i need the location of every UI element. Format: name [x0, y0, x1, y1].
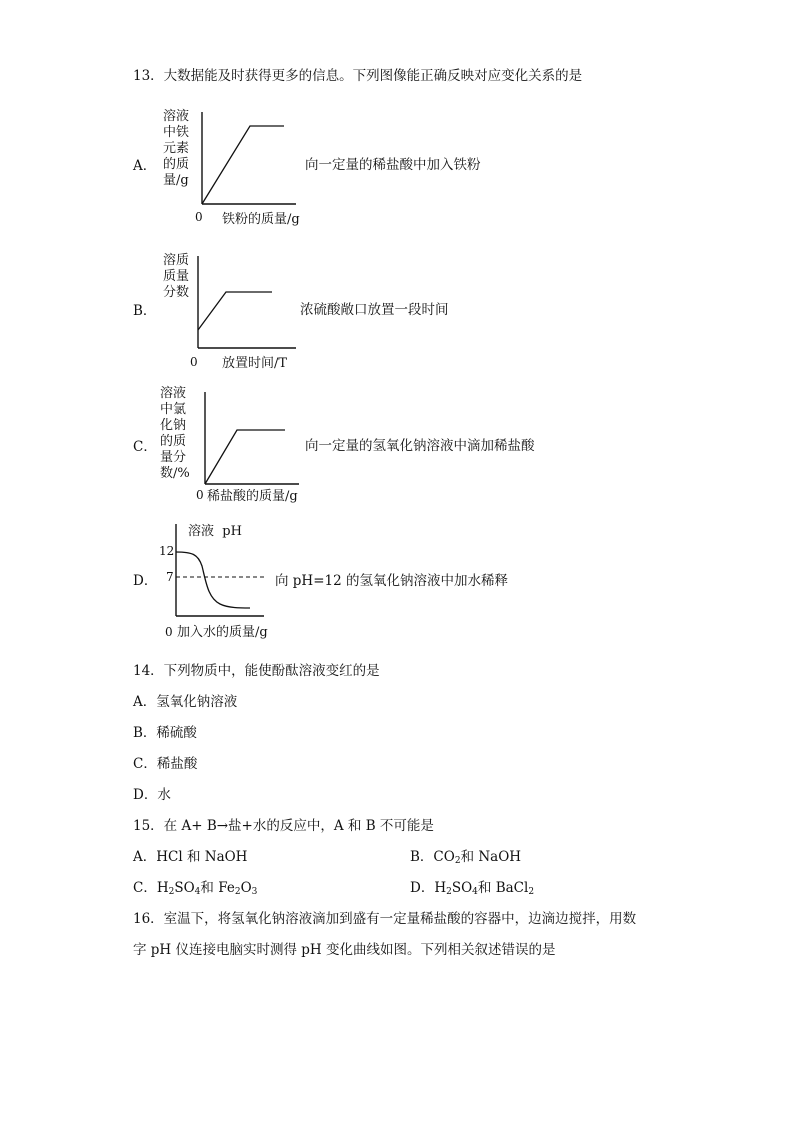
q13-b-xlabel: 放置时间/T — [222, 356, 288, 371]
q14-option-a: A．氢氧化钠溶液 — [133, 694, 238, 710]
q13-a-ylabel: 溶液 中铁 元素 的质 量/g — [163, 109, 190, 188]
q13-d-tick-7: 7 — [166, 570, 174, 584]
q13-a-graph — [190, 106, 300, 210]
q13-option-b-letter: B． — [133, 303, 157, 319]
ph-curve — [176, 552, 250, 608]
q13-a-origin: 0 — [195, 210, 203, 224]
q15-option-a: A．HCl 和 NaOH — [133, 849, 248, 865]
curve-line — [198, 292, 272, 330]
q13-option-d-letter: D． — [133, 573, 158, 589]
q14-option-c: C．稀盐酸 — [133, 756, 198, 772]
q13-c-desc: 向一定量的氢氧化钠溶液中滴加稀盐酸 — [305, 438, 535, 454]
q15-option-b: B．$CO_2$和 NaOH — [410, 849, 522, 866]
q13-b-origin: 0 — [190, 355, 198, 369]
q13-d-origin: 0 — [165, 625, 173, 639]
q13-d-xlabel: 加入水的质量/g — [177, 625, 268, 640]
q13-c-origin: 0 — [196, 488, 204, 502]
q13-c-ylabel: 溶液 中氯 化钠 的质 量分 数/% — [160, 386, 190, 481]
q13-d-desc: 向 pH=12 的氢氧化钠溶液中加水稀释 — [275, 573, 508, 589]
q15-option-d: D．$H_2SO_4$和 BaCl$_2$ — [410, 880, 535, 897]
q13-b-ylabel: 溶质 质量 分数 — [163, 253, 190, 300]
q13-stem: 13．大数据能及时获得更多的信息。下列图像能正确反映对应变化关系的是 — [133, 68, 583, 84]
q15-stem: 15．在 A+ B→盐+水的反应中，A 和 B 不可能是 — [133, 818, 434, 834]
q14-option-b: B．稀硫酸 — [133, 725, 197, 741]
q13-option-c-letter: C． — [133, 439, 157, 455]
q15-option-c: C．$H_2SO_4$和 $Fe_2O_3$ — [133, 880, 258, 897]
q13-b-graph — [186, 250, 302, 354]
q14-stem: 14．下列物质中，能使酚酞溶液变红的是 — [133, 663, 380, 679]
q13-b-desc: 浓硫酸敞口放置一段时间 — [300, 302, 449, 318]
q13-d-ylabel: 溶液 pH — [188, 524, 242, 539]
q16-stem-line2: 字 pH 仪连接电脑实时测得 pH 变化曲线如图。下列相关叙述错误的是 — [133, 942, 556, 958]
q13-option-a-letter: A． — [133, 158, 157, 174]
q13-a-xlabel: 铁粉的质量/g — [222, 212, 300, 227]
q13-a-desc: 向一定量的稀盐酸中加入铁粉 — [305, 157, 481, 173]
curve-line — [202, 126, 284, 204]
q16-stem-line1: 16．室温下，将氢氧化钠溶液滴加到盛有一定量稀盐酸的容器中，边滴边搅拌，用数 — [133, 911, 637, 927]
q14-option-d: D．水 — [133, 787, 171, 803]
curve-line — [205, 430, 285, 484]
q13-c-graph — [193, 386, 303, 490]
q13-c-xlabel: 稀盐酸的质量/g — [207, 489, 298, 504]
q13-d-graph — [170, 520, 270, 620]
q13-d-tick-12: 12 — [159, 544, 175, 558]
